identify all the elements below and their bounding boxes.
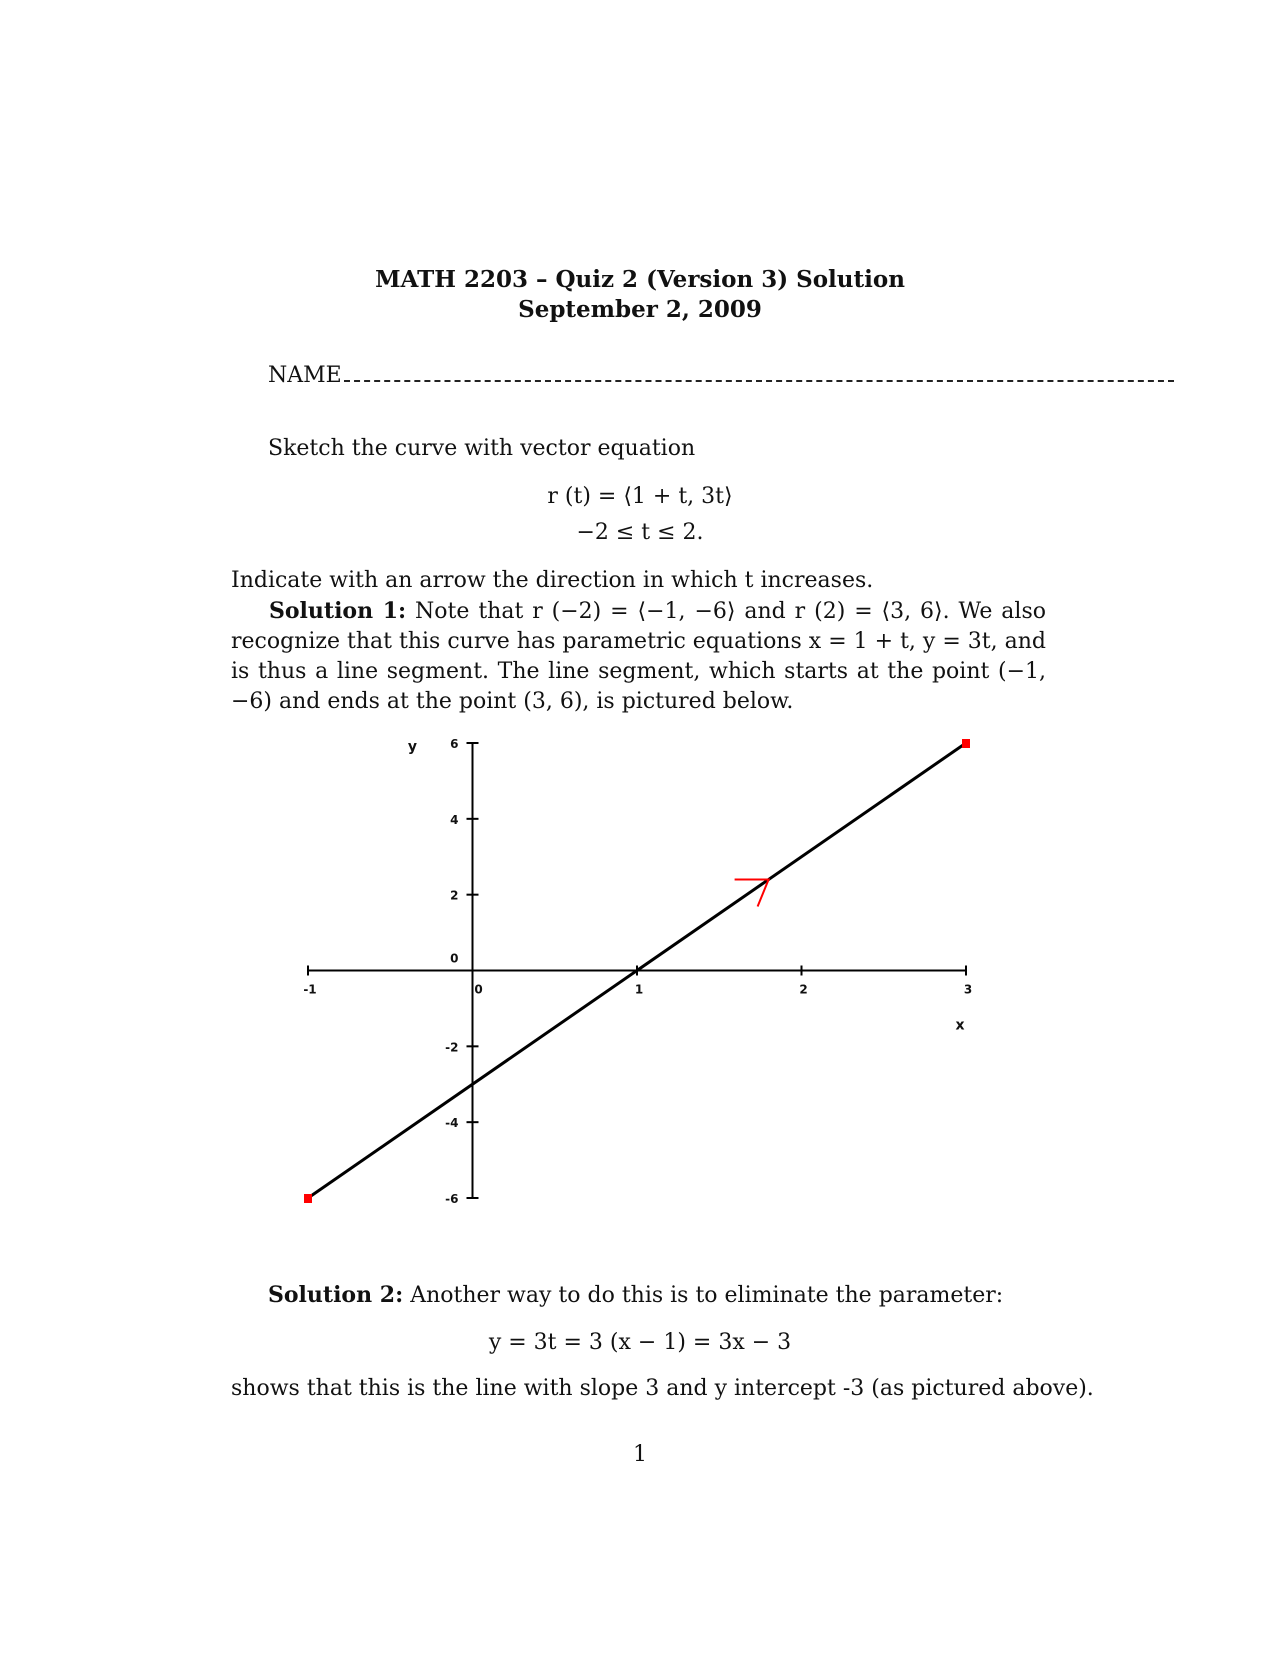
- x-tick-label: 1: [634, 982, 644, 997]
- y-tick-label: -2: [445, 1040, 459, 1055]
- endpoint-marker: [962, 739, 970, 748]
- solution2-text: Another way to do this is to eliminate the parameter:: [410, 1283, 1004, 1308]
- y-tick-label: 6: [450, 737, 459, 751]
- y-axis-label: y: [407, 739, 418, 755]
- x-tick-label: 3: [963, 982, 973, 997]
- solution2-paragraph: [268, 1282, 1003, 1308]
- x-axis-label: x: [955, 1017, 965, 1034]
- page-date: September 2, 2009: [518, 296, 762, 323]
- solution1-text: Note that r (−2) = ⟨−1, −6⟩ and r (2) = ⟨3, 6⟩. We also recognize that this curve has parametric equations x = 1 + t, y = 3t, and is thus a line segment. The line segment, which starts at the point (−1, −6) and ends at the point (3, 6), is pictured below.: [231, 599, 1046, 714]
- y-tick-label: -4: [445, 1116, 459, 1131]
- solution2-conclusion: shows that this is the line with slope 3 and y intercept -3 (as pictured above).: [231, 1376, 1094, 1401]
- y-tick-label: 2: [450, 888, 459, 903]
- page-title: MATH 2203 – Quiz 2 (Version 3) Solution: [375, 266, 905, 293]
- y-tick-label: -6: [445, 1192, 459, 1206]
- y-tick-label: 0: [450, 951, 459, 966]
- parameter-domain: −2 ≤ t ≤ 2.: [576, 520, 704, 545]
- solution2-label: Solution 2:: [268, 1282, 404, 1308]
- x-tick-label: 2: [799, 982, 808, 997]
- name-label: NAME: [268, 363, 342, 388]
- problem-instruction: Indicate with an arrow the direction in which t increases.: [231, 568, 874, 593]
- solution1-label: Solution 1:: [269, 598, 407, 624]
- y-tick-label: 4: [450, 812, 459, 827]
- vector-equation: r (t) = ⟨1 + t, 3t⟩: [547, 484, 733, 509]
- problem-prompt: Sketch the curve with vector equation: [268, 436, 696, 461]
- x-tick-label: 0: [474, 982, 483, 997]
- endpoint-marker: [304, 1194, 312, 1203]
- x-tick-label: -1: [303, 982, 317, 997]
- page-number: 1: [633, 1442, 647, 1467]
- eliminated-equation: y = 3t = 3 (x − 1) = 3x − 3: [488, 1330, 792, 1355]
